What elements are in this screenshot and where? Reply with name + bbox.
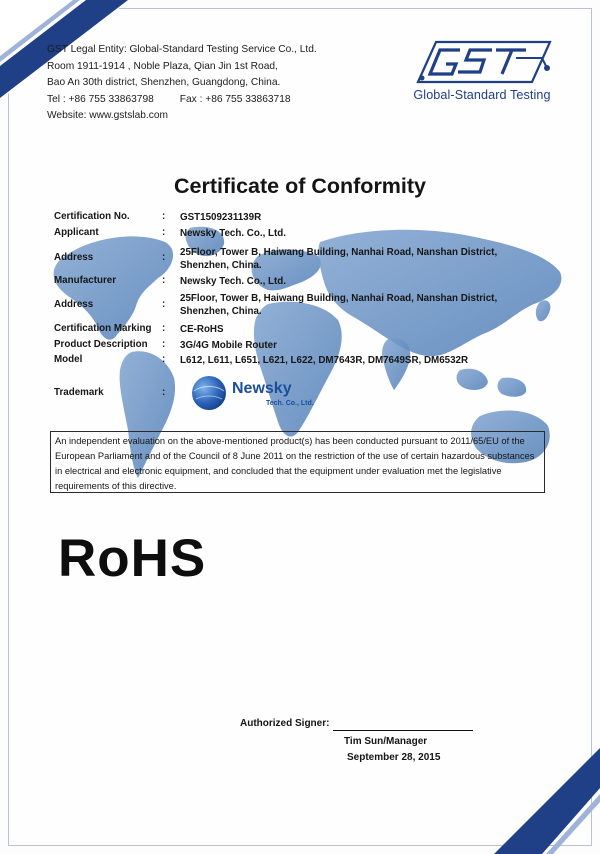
field-colon: : — [162, 387, 166, 398]
field-label: Model — [54, 354, 83, 365]
field-value: 3G/4G Mobile Router — [180, 340, 277, 351]
field-label: Product Description — [54, 339, 148, 350]
field-value: L612, L611, L651, L621, L622, DM7643R, DM7649SR, DM6532R — [180, 355, 469, 366]
signer-name: Tim Sun/Manager — [344, 736, 428, 747]
issuer-fax: Fax : +86 755 33863718 — [179, 93, 291, 105]
field-label: Certification No. — [54, 211, 130, 222]
issuer-address-line2: Bao An 30th district, Shenzhen, Guangdong, China. — [47, 77, 281, 88]
rohs-mark: RoHS — [58, 529, 207, 588]
field-trademark — [54, 387, 180, 398]
field-label: Certification Marking — [54, 323, 152, 334]
issuer-info — [47, 42, 317, 125]
address-line1: 25Floor, Tower B, Haiwang Building, Nanhai Road, Nanshan District, — [180, 247, 498, 258]
field-colon: : — [162, 252, 166, 263]
signature-line — [333, 730, 473, 731]
address-line2: Shenzhen, China. — [180, 306, 262, 317]
field-value: GST1509231139R — [180, 212, 262, 223]
newsky-trademark-logo — [190, 371, 325, 415]
issuer-address-line1: Room 1911-1914 , Noble Plaza, Qian Jin 1st Road, — [47, 60, 278, 72]
field-label: Trademark — [54, 387, 104, 398]
field-colon: : — [162, 339, 166, 350]
issuer-website: Website: www.gstslab.com — [47, 110, 168, 121]
logo-caption: Global-Standard Testing — [413, 88, 551, 102]
field-colon: : — [162, 227, 166, 238]
field-colon: : — [162, 299, 166, 310]
address-line1: 25Floor, Tower B, Haiwang Building, Nanhai Road, Nanshan District, — [180, 293, 498, 304]
field-applicant-address — [54, 246, 540, 272]
trademark-logo-name: Newsky — [232, 380, 292, 397]
issuer-legal-entity: GST Legal Entity: Global-Standard Testing Service Co., Ltd. — [47, 44, 317, 55]
field-manufacturer — [54, 275, 540, 288]
field-value: Newsky Tech. Co., Ltd. — [180, 276, 286, 287]
field-product-description — [54, 339, 540, 352]
field-value: Newsky Tech. Co., Ltd. — [180, 228, 286, 239]
certificate-title: Certificate of Conformity — [173, 174, 427, 198]
field-model — [54, 354, 540, 367]
field-colon: : — [162, 354, 166, 365]
authorized-signer-label: Authorized Signer: — [240, 718, 330, 729]
field-colon: : — [162, 323, 166, 334]
address-line2: Shenzhen, China. — [180, 260, 262, 271]
field-value: CE-RoHS — [180, 324, 224, 335]
trademark-logo-sub: Tech. Co., Ltd. — [266, 400, 314, 407]
field-manufacturer-address — [54, 292, 540, 318]
conformity-statement: An independent evaluation on the above-mentioned product(s) has been conducted pursuant to 2011/65/EU of the European Parliament and of the Council of 8 June 2011 on the restriction of the use of certain hazardous substances in electrical and electronic equipment, and concluded that the equipment under evaluation met the legislative requirements of this directive. — [50, 431, 545, 493]
field-label: Applicant — [54, 227, 99, 238]
field-value — [180, 292, 540, 318]
issuer-tel: Tel : +86 755 33863798 — [47, 93, 154, 105]
field-cert-no — [54, 211, 540, 224]
field-label: Address — [54, 299, 94, 310]
field-certification-marking — [54, 323, 540, 336]
field-label: Address — [54, 252, 94, 263]
field-value — [180, 246, 540, 272]
field-label: Manufacturer — [54, 275, 117, 286]
field-applicant — [54, 227, 540, 240]
issuer-contact — [47, 92, 317, 109]
bottom-right-corner-band — [450, 744, 600, 854]
signature-date: September 28, 2015 — [347, 752, 441, 763]
field-colon: : — [162, 211, 166, 222]
field-colon: : — [162, 275, 166, 286]
